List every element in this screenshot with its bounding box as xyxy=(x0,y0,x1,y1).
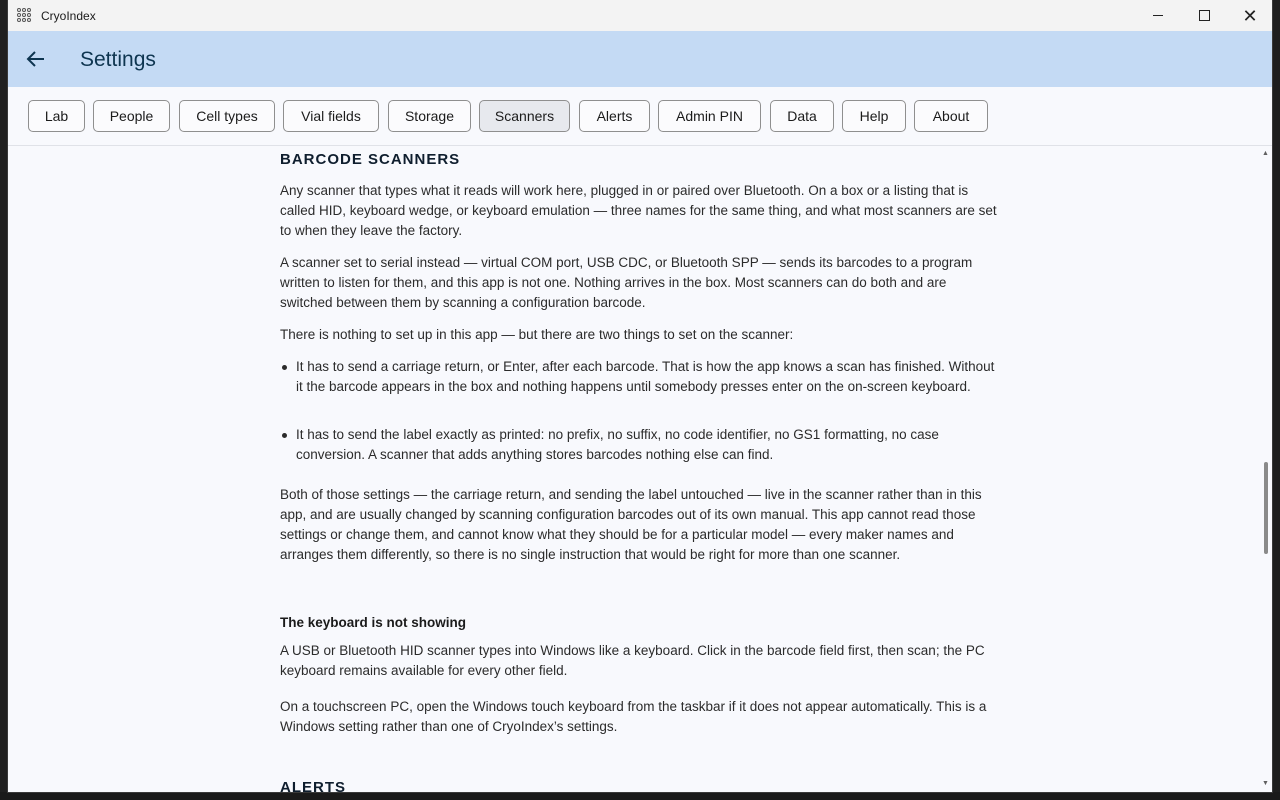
paragraph: There is nothing to set up in this app — but there are two things to set on the scanner: xyxy=(280,327,794,342)
tab-admin-pin[interactable]: Admin PIN xyxy=(658,100,761,132)
list-item-text: It has to send a carriage return, or Enter, after each barcode. That is how the app knows a scan has finished. Without it the barcode appears in the box and nothing happens until somebody presses enter on the on-screen keyboard. xyxy=(296,359,995,394)
title-bar[interactable] xyxy=(8,0,1272,31)
page-title: Settings xyxy=(80,48,156,71)
window-title: CryoIndex xyxy=(41,8,96,23)
back-arrow-icon xyxy=(26,50,46,68)
bullet-icon xyxy=(282,433,287,438)
paragraph: On a touchscreen PC, open the Windows touch keyboard from the taskbar if it does not appear automatically. This is a Windows setting rather than one of CryoIndex’s settings. xyxy=(280,699,987,734)
desktop-background-right xyxy=(1272,0,1280,800)
paragraph: Both of those settings — the carriage return, and sending the label untouched — live in the scanner rather than in this app, and are usually changed by scanning configuration barcodes out of its own manual. This app cannot read those settings or change them, and cannot know what they should be for a particular model — every maker names and arranges them differently, so there is no single instruction that would be right for more than one scanner. xyxy=(280,487,982,562)
bullet-icon xyxy=(282,365,287,370)
app-window xyxy=(8,0,1272,792)
tab-alerts[interactable]: Alerts xyxy=(579,100,650,132)
maximize-button[interactable] xyxy=(1181,0,1227,31)
tab-about[interactable]: About xyxy=(914,100,988,132)
page-header xyxy=(8,31,1272,87)
settings-content[interactable] xyxy=(8,146,1272,792)
next-section-heading: ALERTS xyxy=(280,779,346,792)
paragraph: Any scanner that types what it reads will work here, plugged in or paired over Bluetooth. On a box or a listing that is called HID, keyboard wedge, or keyboard emulation — three names for the same thing, and what most scanners are set to when they leave the factory. xyxy=(280,183,997,238)
maximize-icon xyxy=(1199,10,1210,21)
tab-help[interactable]: Help xyxy=(842,100,906,132)
tab-cell-types[interactable]: Cell types xyxy=(179,100,275,132)
close-button[interactable] xyxy=(1227,0,1272,31)
scroll-up-icon[interactable]: ▲ xyxy=(1262,150,1269,157)
desktop-background-left xyxy=(0,0,8,800)
list-item-text: It has to send the label exactly as printed: no prefix, no suffix, no code identifier, no GS1 formatting, no case conversion. A scanner that adds anything stores barcodes nothing else can find. xyxy=(296,427,939,462)
app-icon xyxy=(17,8,33,24)
scroll-down-icon[interactable]: ▼ xyxy=(1262,780,1269,787)
paragraph: A scanner set to serial instead — virtual COM port, USB CDC, or Bluetooth SPP — sends its barcodes to a program written to listen for them, and this app is not one. Nothing arrives in the box. Most scanners can do both and are switched between them by scanning a configuration barcode. xyxy=(280,255,973,310)
tab-data[interactable]: Data xyxy=(770,100,834,132)
close-icon: ✕ xyxy=(1242,5,1258,26)
minimize-button[interactable] xyxy=(1135,0,1181,31)
tab-people[interactable]: People xyxy=(93,100,170,132)
minimize-icon xyxy=(1153,15,1163,16)
desktop-background-bottom xyxy=(0,792,1280,800)
tab-vial-fields[interactable]: Vial fields xyxy=(283,100,379,132)
tab-lab[interactable]: Lab xyxy=(28,100,85,132)
scrollbar-thumb[interactable] xyxy=(1264,462,1268,554)
tab-scanners[interactable]: Scanners xyxy=(479,100,570,132)
settings-tab-bar xyxy=(8,87,1272,146)
tab-storage[interactable]: Storage xyxy=(388,100,471,132)
sub-heading: The keyboard is not showing xyxy=(280,615,467,630)
paragraph: A USB or Bluetooth HID scanner types into Windows like a keyboard. Click in the barcode field first, then scan; the PC keyboard remains available for every other field. xyxy=(280,643,985,678)
back-button[interactable] xyxy=(24,47,48,71)
section-heading: BARCODE SCANNERS xyxy=(280,151,461,168)
